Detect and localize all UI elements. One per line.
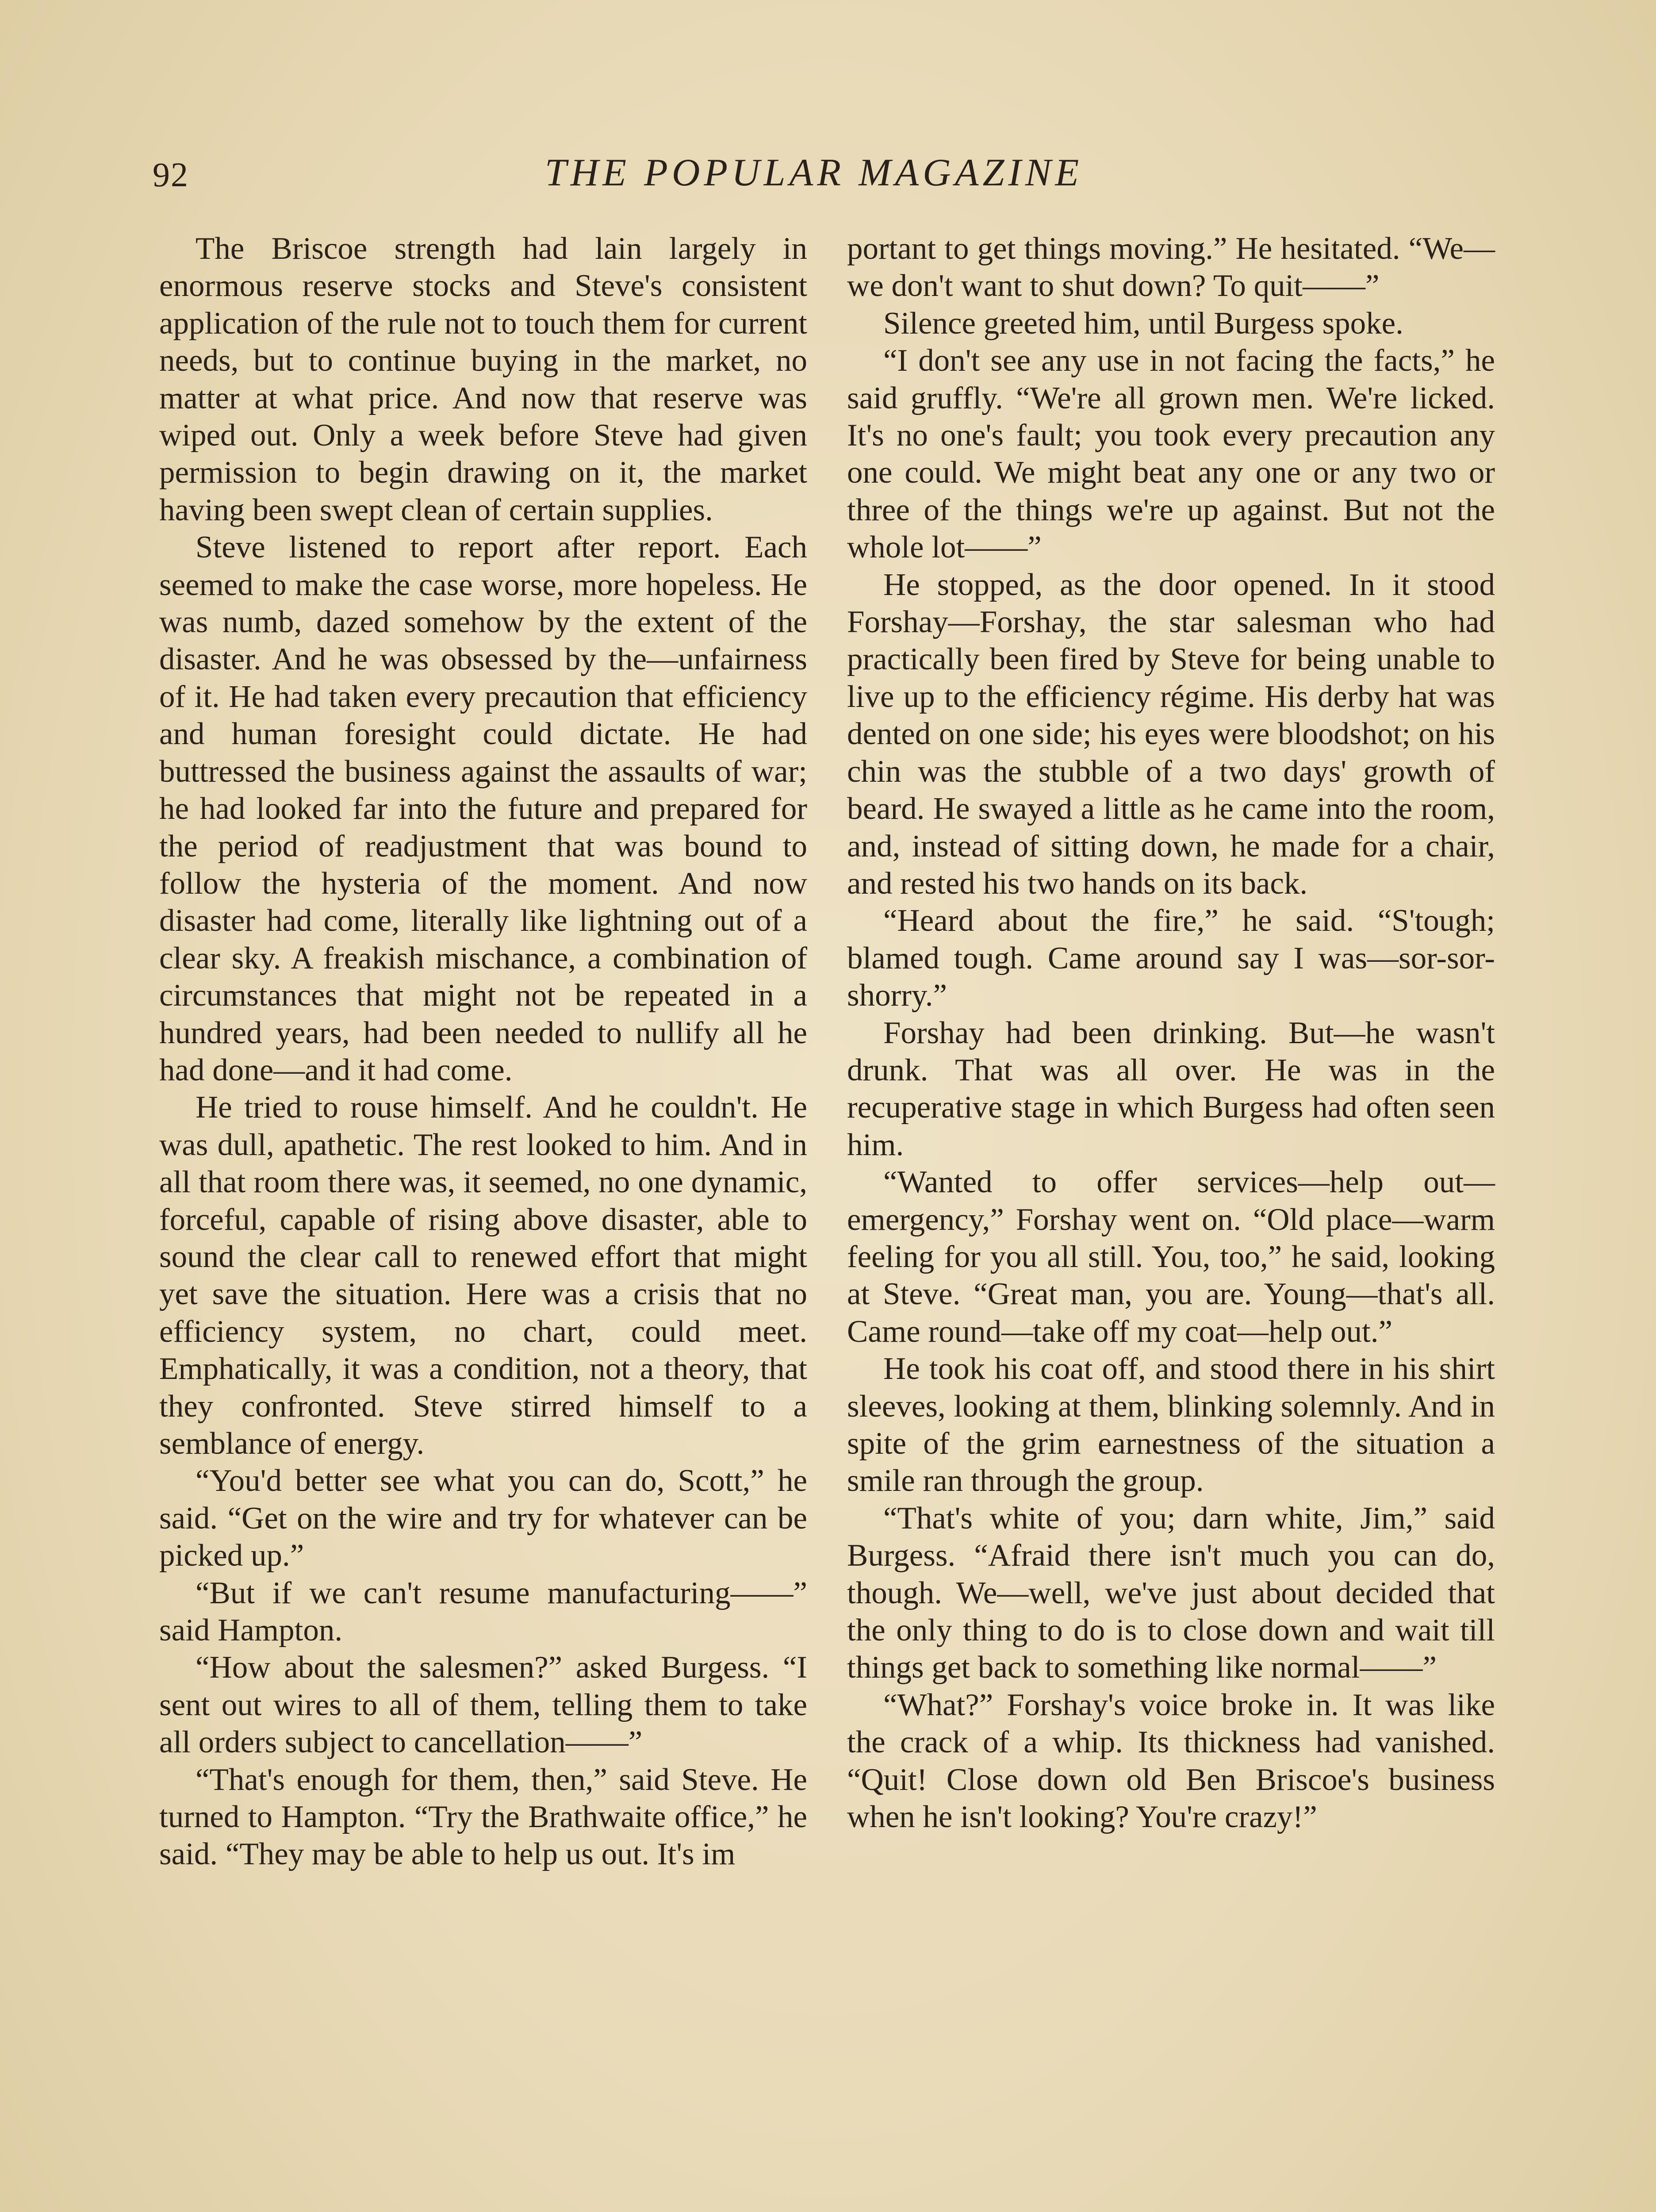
paragraph: “Heard about the fire,” he said. “S'tough; blamed tough. Came around say I was—sor-sor-shorry.” <box>847 903 1495 1013</box>
paragraph: Silence greeted him, until Burgess spoke. <box>883 306 1403 341</box>
paragraph: He tried to rouse himself. And he couldn't. He was dull, apathetic. The rest looked to him. And in all that room there was, it seemed, no one dynamic, forceful, capable of rising above disaster, able to sound the clear call to renewed effort that might yet save the situation. Here was a crisis that no efficiency system, no chart, could meet. Emphatically, it was a condition, not a theory, that they confronted. Steve stirred himself to a semblance of energy. <box>159 1090 807 1461</box>
paragraph: “How about the salesmen?” asked Burgess. “I sent out wires to all of them, telling them to take all orders subject to cancellation——” <box>159 1650 807 1760</box>
paragraph: “You'd better see what you can do, Scott,” he said. “Get on the wire and try for whatever can be picked up.” <box>159 1463 807 1573</box>
paragraph: “But if we can't resume manufacturing——” said Hampton. <box>159 1575 807 1648</box>
paragraph: “What?” Forshay's voice broke in. It was like the crack of a whip. Its thickness had vanished. “Quit! Close down old Ben Briscoe's business when he isn't looking? You're crazy!” <box>847 1687 1495 1835</box>
paragraph: He took his coat off, and stood there in his shirt sleeves, looking at them, blinking solemnly. And in spite of the grim earnestness of the situation a smile ran through the group. <box>847 1352 1495 1498</box>
left-column <box>159 230 807 1873</box>
paragraph: “That's white of you; darn white, Jim,” said Burgess. “Afraid there isn't much you can do, though. We—well, we've just about decided that the only thing to do is to close down and wait till things get back to something like normal——” <box>847 1501 1495 1685</box>
paragraph: “I don't see any use in not facing the facts,” he said gruffly. “We're all grown men. We're licked. It's no one's fault; you took every precaution any one could. We might beat any one or any two or three of the things we're up against. But not the whole lot——” <box>847 343 1495 565</box>
paragraph: “Wanted to offer services—help out—emergency,” Forshay went on. “Old place—warm feeling for you all still. You, too,” he said, looking at Steve. “Great man, you are. Young—that's all. Came round—take off my coat—help out.” <box>847 1165 1495 1349</box>
right-column <box>847 230 1495 1836</box>
paragraph: The Briscoe strength had lain largely in enormous reserve stocks and Steve's consistent application of the rule not to touch them for current needs, but to continue buying in the market, no matter at what price. And now that reserve was wiped out. Only a week before Steve had given permission to begin drawing on it, the market having been swept clean of certain supplies. <box>159 231 807 527</box>
page-number: 92 <box>153 155 189 194</box>
paragraph: Forshay had been drinking. But—he wasn't drunk. That was all over. He was in the recuperative stage in which Burgess had often seen him. <box>847 1015 1495 1162</box>
running-head: THE POPULAR MAGAZINE <box>544 151 1083 194</box>
paragraph: He stopped, as the door opened. In it stood Forshay—Forshay, the star salesman who had practically been fired by Steve for being unable to live up to the efficiency régime. His derby hat was dented on one side; his eyes were bloodshot; on his chin was the stubble of a two days' growth of beard. He swayed a little as he came into the room, and, instead of sitting down, he made for a chair, and rested his two hands on its back. <box>847 567 1495 901</box>
page-header <box>153 146 1475 208</box>
paragraph-continuation: portant to get things moving.” He hesitated. “We—we don't want to shut down? To quit——” <box>847 231 1495 303</box>
paragraph: “That's enough for them, then,” said Steve. He turned to Hampton. “Try the Brathwaite office,” he said. “They may be able to help us out. It's im <box>159 1762 807 1872</box>
paragraph: Steve listened to report after report. Each seemed to make the case worse, more hopeless. He was numb, dazed somehow by the extent of the disaster. And he was obsessed by the—unfairness of it. He had taken every precaution that efficiency and human foresight could dictate. He had buttressed the business against the assaults of war; he had looked far into the future and prepared for the period of readjustment that was bound to follow the hysteria of the moment. And now disaster had come, literally like lightning out of a clear sky. A freakish mischance, a combination of circumstances that might not be repeated in a hundred years, had been needed to nullify all he had done—and it had come. <box>159 530 807 1087</box>
